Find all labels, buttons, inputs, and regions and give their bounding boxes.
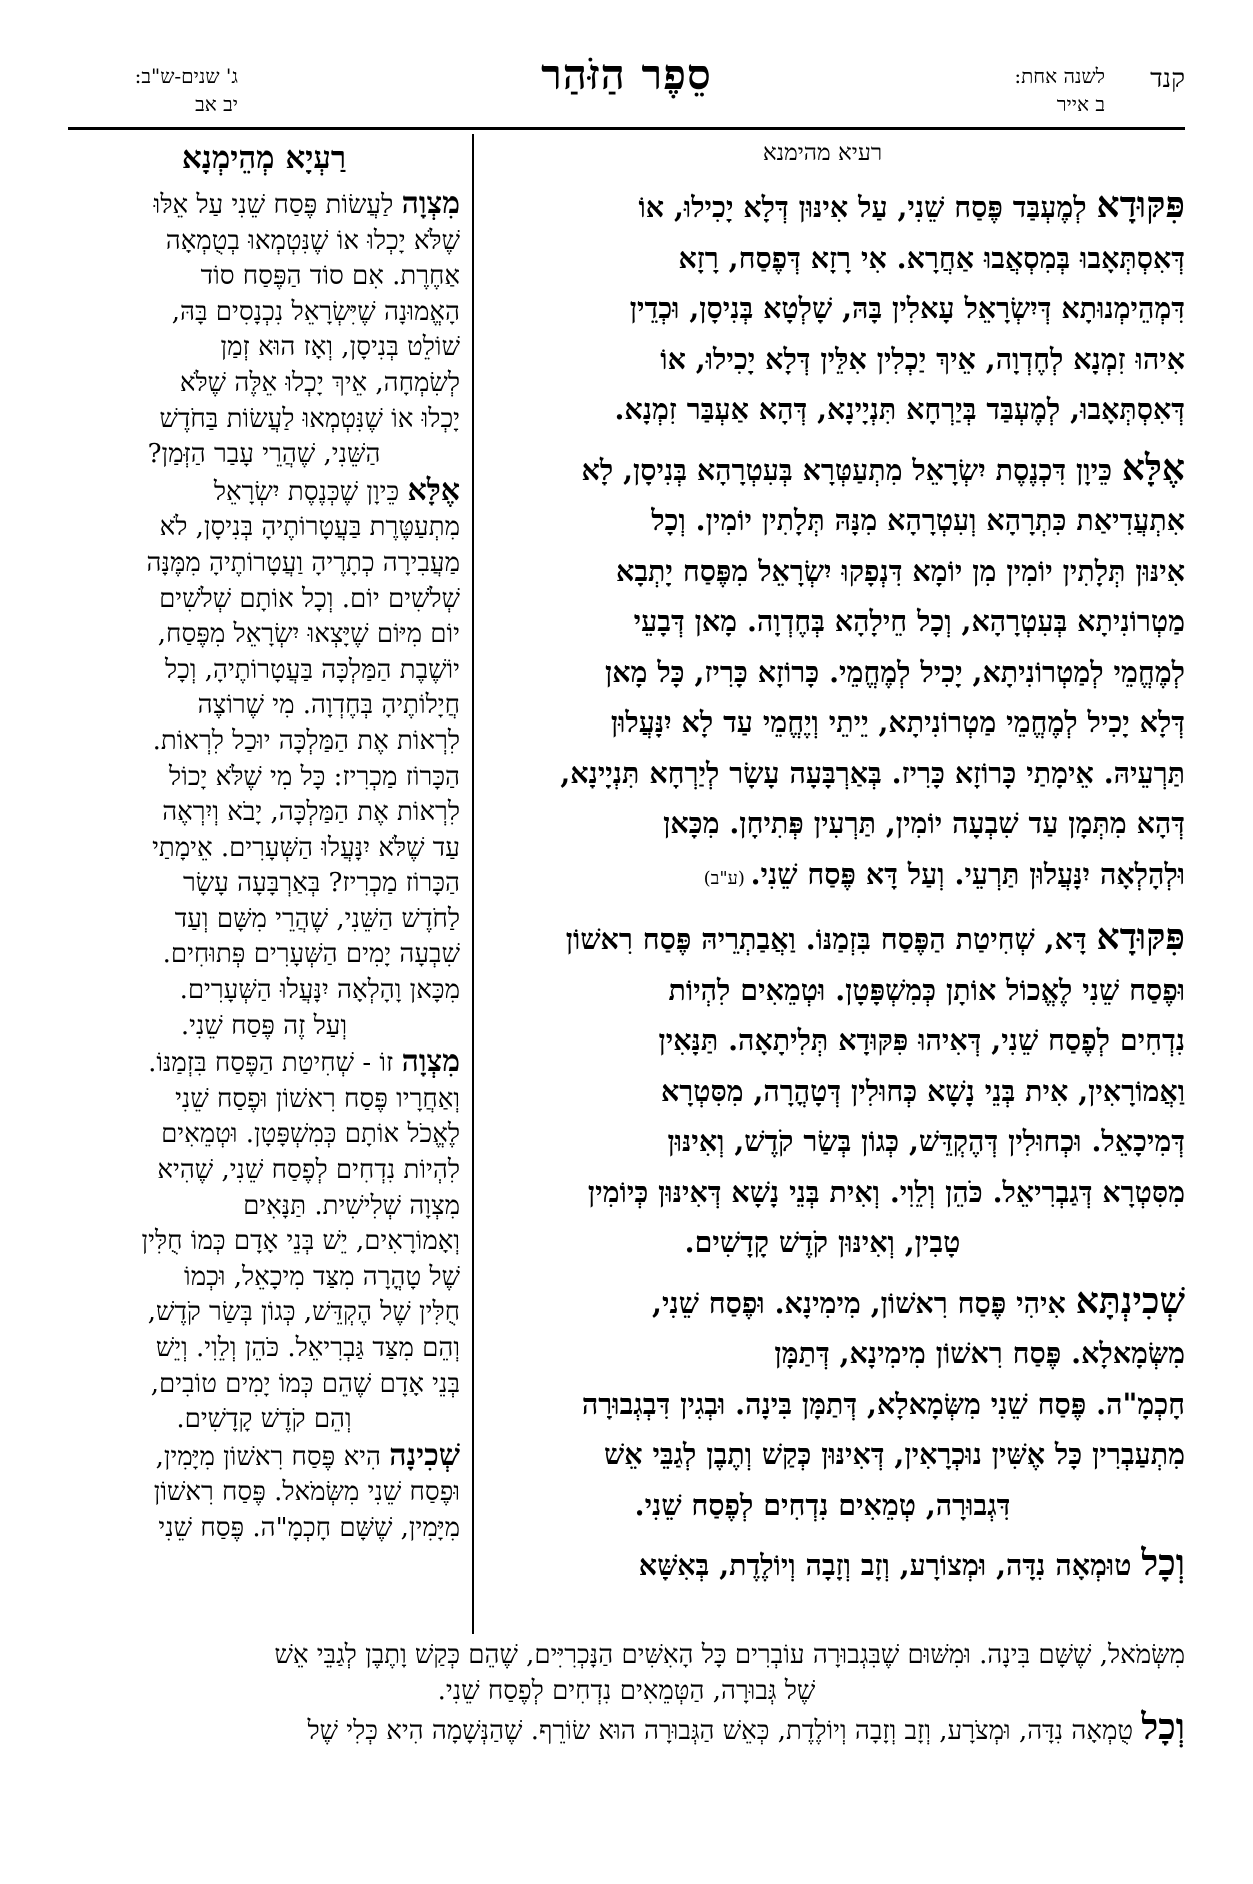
line-text: אִיהוּ זִמְנָא לְחֶדְוָה, אֵיךְ יַכְלִין אִלֵּין דְּלָא יָכִילוּ, אוֹ [660, 341, 1185, 376]
line-text: יָכְלוּ אוֹ שֶׁנִּטְמְאוּ לַעֲשׂוֹת בַּחֹדֶשׁ [159, 403, 460, 434]
line-text: לְמֶעְבַּד פֶּסַח שֵׁנִי, עַל אִינּוּן דְּלָא יָכִילוּ, אוֹ [638, 190, 1097, 224]
text-line [68, 402, 460, 438]
line-text: לַעֲשׂוֹת פֶּסַח שֵׁנִי עַל אֵלּוּ [153, 190, 402, 220]
line-text: אִינּוּן תְּלָתִין יוֹמִין מִן יוֹמָא דִּנְפָקוּ יִשְׂרָאֵל מִפֶּסַח יָתְבָא [616, 553, 1185, 588]
text-line [460, 965, 1185, 1016]
line-text: וְעַל זֶה פֶּסַח שֵׁנִי. [180, 1010, 348, 1041]
text-line [68, 186, 460, 224]
text-line [68, 1367, 460, 1403]
text-line [460, 912, 1185, 965]
text-line [68, 1224, 460, 1260]
text-line [68, 724, 460, 760]
line-text: אִתְעֲדִיאַת כִּתְרָהָא וְעִטְרָהָא מִנָּהּ תְּלָתִין יוֹמִין. וְכָל [651, 503, 1185, 537]
line-text: מִתְעַטֶּרֶת בַּעֲטָרוֹתֶיהָ בְּנִיסָן, לֹא [159, 512, 460, 543]
lead-word: וְכָל [1141, 1542, 1185, 1584]
text-line [68, 937, 460, 973]
line-text: הַכָּרוֹז מַכְרִיז? בְּאַרְבָּעָה עָשָׂר [182, 868, 460, 899]
line-text: אַחֶרֶת. אִם סוֹד הַפֶּסַח סוֹד [200, 261, 460, 292]
lead-word: מִצְוָה [401, 186, 460, 221]
line-text: מִכָּאן וָהָלְאָה יִנָּעֲלוּ הַשְּׁעָרִים. [179, 975, 460, 1006]
text-line [460, 384, 1185, 435]
line-text: וַאֲמוֹרָאִין, אִית בְּנֵי נָשָׁא כְּחוּלִין דְּטָהֳרָה, מִסִּטְרָא [660, 1073, 1185, 1108]
header-left-line1: ג' שנים-ש"ב: [134, 64, 238, 88]
line-text: הַשֵּׁנִי, שֶׁהֲרֵי עָבַר הַזְּמַן? [147, 439, 381, 470]
page-number: קנד [1150, 64, 1185, 94]
text-line [460, 546, 1185, 597]
text-line [460, 180, 1185, 233]
line-text: מִסִּטְרָא דְּגַבְרִיאֵל. כֹּהֵן וְלֵוִי. וְאִית בְּנֵי נָשָׁא דְּאִינּוּן כְּיוֹמִין [587, 1174, 1185, 1209]
text-line [68, 1009, 460, 1045]
line-text: וּפֶסַח שֵׁנִי מִשְּׂמֹאל. פֶּסַח רִאשׁוֹן [153, 1477, 460, 1508]
text-line [68, 973, 460, 1009]
line-text: יוֹם מִיּוֹם שֶׁיָּצְאוּ יִשְׂרָאֵל מִפֶּסַח, [157, 619, 460, 650]
header-right-line2: ב אייר [1056, 92, 1105, 116]
line-text: וְהֵם קֹדֶשׁ קָדָשִׁים. [176, 1404, 352, 1435]
text-line [460, 697, 1185, 748]
text-line [68, 582, 460, 618]
main-paragraph-3 [460, 912, 1185, 1268]
text-line [460, 443, 1185, 496]
line-text: שֶׁל גְּבוּרָה, הַטְּמֵאִים נִדְחִים לְפֶסַח שֵׁנִי. [437, 1676, 816, 1706]
line-text: יוֹשֶׁבֶת הַמַּלְכָּה בַּעֲטָרוֹתֶיהָ, וְכָל [164, 654, 460, 685]
line-text: חֻלִּין שֶׁל הֶקְדֵּשׁ, כְּגוֹן בְּשַׂר קֹדֶשׁ, [147, 1297, 460, 1328]
line-text: דְּאִסְתְּאָבוּ בְּמִסְאֲבוּ אַחֲרָא. אִי רָזָא דְּפֶסַח, רָזָא [678, 240, 1185, 275]
line-text: טָבִין, וְאִינּוּן קֹדֶשׁ קָדָשִׁים. [684, 1225, 961, 1259]
text-line [68, 437, 460, 473]
text-line [460, 647, 1185, 698]
text-line [68, 831, 460, 867]
text-line [68, 1475, 460, 1511]
page-reference-note: (ע"ב) [703, 867, 751, 889]
line-text: חָכְמָ"ה. פֶּסַח שֵׁנִי מִשְּׂמָאלָא, דְּתַמָּן בִּינָה. וּבְגִין דִּבְגְבוּרָה [581, 1386, 1185, 1421]
line-text: מִיָּמִין, שֶׁשָּׁם חָכְמָ"ה. פֶּסַח שֵׁנִי [158, 1512, 460, 1543]
line-text: שֶׁלֹּא יָכְלוּ אוֹ שֶׁנִּטְמְאוּ בְטֻמְאָה [165, 225, 460, 256]
text-line [68, 366, 460, 402]
line-text: טוּמְאָה נִדָּה, וּמְצוֹרָע, וְזָב וְזָבָה וְיוֹלֶדֶת, בְּאִשָּׁא [638, 1548, 1142, 1582]
line-text: עַד שֶׁלֹּא יִנָּעֲלוּ הַשְּׁעָרִים. אֵימָתַי [152, 832, 460, 863]
text-line [68, 866, 460, 902]
line-text: זוֹ - שְׁחִיטַת הַפֶּסַח בִּזְמַנּוֹ. [148, 1048, 402, 1079]
text-line [68, 1438, 460, 1476]
line-text: תַּרְעֵיהּ. אֵימָתַי כָּרוֹזָא כָּרִיז. בְּאַרְבָּעָה עָשָׂר לְיַרְחָא תִּנְיָינָא, [560, 755, 1185, 790]
text-line [460, 748, 1185, 799]
text-line [68, 760, 460, 796]
line-text: לְמֶחֱמֵי לְמַטְרוֹנִיתָא, יָכִיל לְמֶחֱמֵי. כָּרוֹזָא כָּרִיז, כָּל מָאן [604, 654, 1185, 689]
line-text: דִּגְבוּרָה, טְמֵאִים נִדְחִים לְפֶסַח שֵׁנִי. [634, 1487, 1011, 1522]
text-line [460, 1066, 1185, 1117]
line-text: הִיא פֶּסַח רִאשׁוֹן מִיָּמִין, [155, 1441, 390, 1472]
text-line [68, 473, 460, 511]
text-line [68, 795, 460, 831]
line-text: שְׁלֹשִׁים יוֹם. וְכָל אוֹתָם שְׁלֹשִׁים [159, 583, 460, 614]
line-text: חֲיָלוֹתֶיהָ בְּחֶדְוָה. מִי שֶׁרוֹצֶה [197, 690, 460, 721]
line-text: וּלְהָלְאָה יִנָּעֲלוּן תַּרְעֵי. וְעַל דָּא פֶּסַח שֵׁנִי. [750, 856, 1185, 891]
main-paragraph-5 [460, 1538, 1185, 1591]
text-line [460, 233, 1185, 284]
text-line [460, 1429, 1185, 1480]
line-text: מַעֲבִירָה כְתָרֶיהָ וַעֲטָרוֹתֶיהָ מִמֶּנָּה [146, 547, 460, 578]
header-right-line1: לשנה אחת: [1014, 64, 1105, 88]
line-text: דְּלָא יָכִיל לְמֶחֱמֵי מַטְרוֹנִיתָא, יֵיתֵי וְיֶחֱמֵי עַד לָא יִנָּעֲלוּן [610, 705, 1185, 739]
line-text: לֶאֱכֹל אוֹתָם כְּמִשְׁפָּטָן. וּטְמֵאִים [161, 1119, 460, 1150]
text-line [68, 224, 460, 260]
text-line [68, 1637, 1185, 1673]
line-text: כֵּיוָן דִּכְנֶסֶת יִשְׂרָאֵל מִתְעַטְּרָא בְּעִטְרָהָא בְּנִיסָן, לָא [581, 452, 1122, 487]
text-line [68, 1295, 460, 1331]
column-divider [472, 134, 474, 1634]
line-text: דָּא, שְׁחִיטַת הַפֶּסַח בִּזְמַנּוֹ. וַאֲבַתְרֵיהּ פֶּסַח רִאשׁוֹן [565, 922, 1097, 956]
text-line [68, 1706, 1185, 1749]
header-left-note [68, 62, 238, 132]
text-line [68, 902, 460, 938]
line-text: וּפֶסַח שֵׁנִי לֶאֱכוֹל אוֹתָן כְּמִשְׁפָּטָן. וּטְמֵאִים לִהְיוֹת [668, 972, 1185, 1007]
text-line [68, 1331, 460, 1367]
line-text: שֶׁל טָהֳרָה מִצַּד מִיכָאֵל, וּכְמוֹ [184, 1261, 460, 1292]
text-line [68, 546, 460, 582]
header-rule [68, 127, 1185, 130]
text-line [68, 259, 460, 295]
lead-word: שְׁכִינָה [389, 1437, 460, 1473]
bottom-translation [68, 1637, 1185, 1749]
main-paragraph-4 [460, 1276, 1185, 1531]
text-line [68, 295, 460, 331]
line-text: מִצְוָה שְׁלִישִׁית. תַּנָּאִים [243, 1190, 460, 1221]
text-line [68, 1511, 460, 1547]
text-line [68, 617, 460, 653]
translation-column [68, 134, 460, 1547]
text-line [68, 510, 460, 546]
line-text: כֵּיוָן שֶׁכְּנֶסֶת יִשְׂרָאֵל [213, 476, 408, 507]
line-text: לִהְיוֹת נִדְחִים לְפֶסַח שֵׁנִי, שֶׁהִיא [157, 1155, 460, 1186]
lead-word: פִּקּוּדָא [1096, 916, 1185, 958]
line-text: אִיהִי פֶּסַח רִאשׁוֹן, מִימִינָא. וּפֶסַח שֵׁנִי, [652, 1285, 1076, 1320]
line-text: וְאָמוֹרָאִים, יֵשׁ בְּנֵי אָדָם כְּמוֹ חֻלִּין [141, 1226, 460, 1257]
line-text: נִדְחִים לְפֶסַח שֵׁנִי, דְּאִיהוּ פִּקּוּדָא תְּלִיתָאָה. תַּנָּאִין [658, 1023, 1185, 1057]
line-text: וְהֵם מִצַּד גַּבְרִיאֵל. כֹּהֵן וְלֵוִי. וְיֵשׁ [155, 1333, 460, 1363]
line-text: לִרְאוֹת אֶת הַמַּלְכָּה יוּכַל לִרְאוֹת. [152, 725, 460, 756]
line-text: מַטְרוֹנִיתָא בְּעִטְרָהָא, וְכָל חֵילָהָא בְּחֶדְוָה. מָאן דְּבָעֵי [633, 604, 1185, 638]
text-line [68, 1402, 460, 1438]
text-line [460, 495, 1185, 546]
text-line [68, 1153, 460, 1189]
line-text: שִׁבְעָה יָמִים הַשְּׁעָרִים פְּתוּחִים. [162, 939, 460, 970]
text-line [460, 1167, 1185, 1218]
translation-text [68, 186, 460, 1547]
text-line [460, 1276, 1185, 1329]
line-text: בְּנֵי אָדָם שֶׁהֵם כְּמוֹ יָמִים טוֹבִים, [150, 1368, 460, 1399]
lead-word: שְׁכִינְתָּא [1075, 1279, 1185, 1322]
text-line [460, 798, 1185, 849]
text-line [460, 1116, 1185, 1167]
line-text: לְשִׂמְחָה, אֵיךְ יָכְלוּ אֵלֶּה שֶׁלֹּא [179, 367, 460, 398]
line-text: הָאֱמוּנָה שֶׁיִּשְׂרָאֵל נִכְנָסִים בָּהּ, [171, 296, 460, 327]
text-line [460, 1015, 1185, 1066]
text-line [460, 283, 1185, 334]
text-line [68, 1082, 460, 1118]
main-section-label: רעיא מהימנא [762, 140, 883, 166]
line-text: הַכָּרוֹז מַכְרִיז: כָּל מִי שֶׁלֹּא יָכוֹל [169, 761, 460, 792]
text-line [460, 334, 1185, 385]
line-text: דְּאִסְתְּאָבוּ, לְמֶעְבַּד בְּיַרְחָא תִּנְיָינָא, דְּהָא אַעְבַּר זִמְנָא. [614, 392, 1185, 426]
line-text: דְּהָא מִתְּמָן עַד שִׁבְעָה יוֹמִין, תַּרְעִין פְּתִיחָן. מִכָּאן [663, 806, 1185, 840]
text-line [460, 596, 1185, 647]
text-line [68, 1260, 460, 1296]
lead-word: אֶלָּא [1121, 446, 1185, 489]
text-line [460, 1480, 1185, 1531]
lead-word: פִּקּוּדָא [1096, 184, 1185, 226]
text-line [68, 1044, 460, 1082]
text-line [460, 1538, 1185, 1591]
lead-word: וְכָל [1141, 1706, 1185, 1748]
main-paragraph-1 [460, 180, 1185, 435]
text-line [460, 1379, 1185, 1430]
text-line [68, 653, 460, 689]
main-column [460, 134, 1185, 1599]
line-text: דְּמִיכָאֵל. וּכְחוּלִין דְּהֶקְדֵּשׁ, כְּגוֹן בְּשַׂר קֹדֶשׁ, וְאִינּוּן [667, 1124, 1185, 1158]
text-line [68, 1117, 460, 1153]
text-line [460, 1328, 1185, 1379]
main-paragraph-2 [460, 443, 1185, 905]
line-text: מִשְּׂמֹאל, שֶׁשָּׁם בִּינָה. וּמִשּׁוּם שֶׁבִּגְבוּרָה עוֹבְרִים כָּל הָאִשִּׁים הַנָּכְרִיִּים, שֶׁהֵם כְּקַשׁ וָתֶבֶן לְגַבֵּי אֵשׁ [274, 1640, 1185, 1670]
line-text: לִרְאוֹת אֶת הַמַּלְכָּה, יָבֹא וְיִרְאֶה [162, 797, 460, 828]
text-line [68, 1673, 1185, 1709]
translation-section-label: רַעְיָא מְהֵימְנָא [181, 140, 347, 176]
line-text: וְאַחֲרָיו פֶּסַח רִאשׁוֹן וּפֶסַח שֵׁנִי [175, 1083, 460, 1114]
lead-word: מִצְוָה [401, 1044, 460, 1080]
text-line [68, 1189, 460, 1225]
line-text: טֻמְאָה נִדָּה, וּמְצֹרָע, וְזָב וְזָבָה וְיוֹלֶדֶת, כְּאֵשׁ הַגְּבוּרָה הוּא שׂוֹרֵף. שֶׁהַנְּשָׁמָה הִיא כְּלִי שֶׁל [307, 1716, 1142, 1746]
text-line [68, 688, 460, 724]
line-text: לַחֹדֶשׁ הַשֵּׁנִי, שֶׁהֲרֵי מִשָּׁם וְעַד [174, 903, 460, 934]
book-title: סֵפֶר הַזֹּהַר [541, 50, 712, 99]
line-text: מִשְּׂמָאלָא. פֶּסַח רִאשׁוֹן מִימִינָא, דְּתַמָּן [774, 1336, 1185, 1370]
text-line [460, 849, 1185, 905]
line-text: שׁוֹלֵט בְּנִיסָן, וְאָז הוּא זְמַן [220, 332, 460, 363]
text-line [460, 1217, 1185, 1268]
bottom-text [68, 1637, 1185, 1749]
line-text: דִּמְהֵימְנוּתָא דְּיִשְׂרָאֵל עָאלִין בָּהּ, שָׁלְטָא בְּנִיסָן, וּכְדֵין [629, 291, 1185, 325]
text-line [68, 330, 460, 366]
lead-word: אֶלָּא [407, 472, 460, 508]
header-left-line2: יב אב [195, 92, 238, 116]
line-text: מִתְעַבְרִין כָּל אֶשִּׁין נוּכְרָאִין, דְּאִינּוּן כְּקַשׁ וְתֶבֶן לְגַבֵּי אֵשׁ [604, 1437, 1185, 1471]
